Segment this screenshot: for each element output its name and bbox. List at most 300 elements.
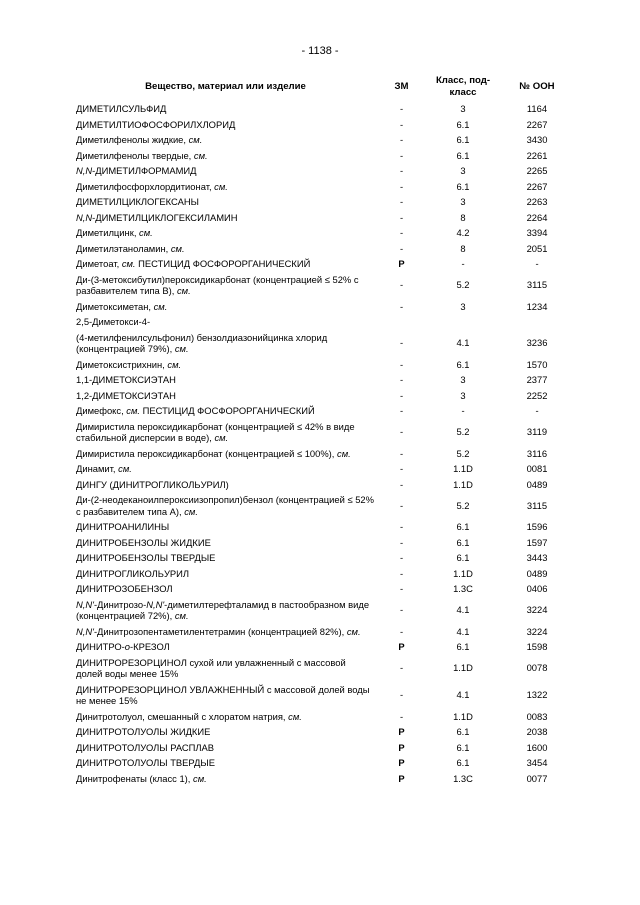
zm-cell bbox=[378, 256, 425, 272]
zm-cell bbox=[378, 771, 425, 787]
oon-cell bbox=[501, 655, 573, 682]
name-text: ДИМЕТИЛЦИКЛОГЕКСАНЫ bbox=[76, 196, 199, 207]
oon-value: 2261 bbox=[526, 149, 548, 161]
name-text: ДИНИТРОТОЛУОЛЫ РАСПЛАВ bbox=[76, 741, 215, 753]
zm-cell bbox=[378, 314, 425, 330]
oon-value: 3224 bbox=[526, 625, 548, 637]
table-row bbox=[73, 272, 573, 299]
zm-value: - bbox=[399, 405, 404, 416]
class-cell bbox=[425, 655, 501, 682]
class-cell bbox=[425, 194, 501, 210]
class-value: 5.2 bbox=[456, 426, 470, 438]
substance-name bbox=[73, 314, 378, 330]
class-cell bbox=[425, 256, 501, 272]
class-cell bbox=[425, 740, 501, 756]
header-name: Вещество, материал или изделие bbox=[145, 80, 306, 92]
class-value: 8 bbox=[460, 211, 466, 223]
zm-cell bbox=[378, 624, 425, 640]
oon-cell bbox=[501, 535, 573, 551]
zm-value: Р bbox=[398, 757, 405, 768]
table-row bbox=[73, 477, 573, 493]
substance-name bbox=[73, 624, 378, 640]
see-reference: см. bbox=[346, 625, 361, 637]
zm-value: Р bbox=[398, 258, 405, 269]
class-cell bbox=[425, 314, 501, 330]
oon-cell bbox=[501, 740, 573, 756]
class-cell bbox=[425, 357, 501, 373]
name-text: ДИНИТРОБЕНЗОЛЫ ТВЕРДЫЕ bbox=[76, 552, 216, 563]
class-value: 3 bbox=[460, 165, 466, 176]
zm-cell bbox=[378, 272, 425, 299]
substance-name bbox=[73, 179, 378, 195]
name-prefix: N,N bbox=[76, 211, 93, 223]
table-row bbox=[73, 299, 573, 315]
zm-cell bbox=[378, 597, 425, 624]
oon-cell bbox=[501, 101, 573, 117]
class-value: 3 bbox=[460, 103, 466, 114]
class-cell bbox=[425, 225, 501, 241]
class-cell bbox=[425, 535, 501, 551]
class-value: 6.1 bbox=[456, 118, 470, 130]
oon-value: 0489 bbox=[526, 478, 548, 490]
oon-cell bbox=[501, 403, 573, 419]
zm-value: - bbox=[399, 103, 404, 114]
class-cell bbox=[425, 117, 501, 133]
oon-cell bbox=[501, 272, 573, 299]
name-text: Диметилфенолы жидкие, bbox=[76, 134, 186, 145]
see-reference: см. bbox=[174, 343, 189, 354]
zm-cell bbox=[378, 372, 425, 388]
class-cell bbox=[425, 624, 501, 640]
class-cell bbox=[425, 597, 501, 624]
substance-name bbox=[73, 241, 378, 257]
class-value: 3 bbox=[460, 374, 466, 385]
substance-name bbox=[73, 403, 378, 419]
class-cell bbox=[425, 724, 501, 740]
oon-value: 2263 bbox=[526, 196, 548, 207]
substance-name bbox=[73, 519, 378, 535]
class-cell bbox=[425, 682, 501, 709]
oon-cell bbox=[501, 519, 573, 535]
name-text: ДИНИТРОРЕЗОРЦИНОЛ сухой или увлажненный с массовой долей воды менее 15% bbox=[76, 656, 346, 679]
table-row bbox=[73, 372, 573, 388]
zm-value: - bbox=[399, 227, 404, 238]
name-text: Ди-(3-метоксибутил)пероксидикарбонат (концентрацией ≤ 52% с разбавителем типа В), bbox=[76, 273, 359, 296]
substance-name bbox=[73, 581, 378, 597]
oon-value: 0081 bbox=[526, 463, 548, 474]
name-text: ДИНИТРОБЕНЗОЛЫ ЖИДКИЕ bbox=[76, 536, 211, 548]
class-value: 6.1 bbox=[456, 552, 470, 563]
zm-cell bbox=[378, 709, 425, 725]
oon-cell bbox=[501, 581, 573, 597]
substance-name bbox=[73, 771, 378, 787]
table-row bbox=[73, 330, 573, 357]
oon-cell bbox=[501, 210, 573, 226]
substance-name bbox=[73, 535, 378, 551]
class-cell bbox=[425, 403, 501, 419]
zm-cell bbox=[378, 682, 425, 709]
substance-name bbox=[73, 357, 378, 373]
class-value: 1.1D bbox=[453, 710, 473, 722]
zm-value: - bbox=[399, 242, 404, 254]
oon-value: 1234 bbox=[526, 300, 548, 312]
zm-value: - bbox=[399, 710, 404, 722]
zm-cell bbox=[378, 419, 425, 446]
see-target: ПЕСТИЦИД ФОСФОРОРГАНИЧЕСКИЙ bbox=[138, 258, 311, 269]
zm-cell bbox=[378, 446, 425, 462]
table-row bbox=[73, 117, 573, 133]
substance-name bbox=[73, 446, 378, 462]
table-row bbox=[73, 566, 573, 582]
name-text: Динитрофенаты (класс 1), bbox=[76, 772, 191, 784]
oon-cell bbox=[501, 566, 573, 582]
class-cell bbox=[425, 272, 501, 299]
name-text: ДИНИТРОЗОБЕНЗОЛ bbox=[76, 583, 173, 594]
zm-value: - bbox=[399, 389, 404, 401]
zm-cell bbox=[378, 132, 425, 148]
header-zm: ЗМ bbox=[394, 80, 409, 92]
zm-value: - bbox=[399, 118, 404, 130]
oon-value: 3115 bbox=[526, 279, 548, 291]
zm-value: - bbox=[399, 604, 404, 616]
name-text: Диметоксиметан, bbox=[76, 300, 151, 312]
table-row bbox=[73, 492, 573, 519]
zm-cell bbox=[378, 740, 425, 756]
substance-name bbox=[73, 194, 378, 210]
name-text: -диметилтерефталамид в пастообразном виде (концентрацией 72%), bbox=[76, 598, 370, 621]
substance-name bbox=[73, 755, 378, 771]
zm-cell bbox=[378, 210, 425, 226]
zm-value: - bbox=[399, 279, 404, 291]
class-cell bbox=[425, 492, 501, 519]
oon-cell bbox=[501, 314, 573, 330]
table-row bbox=[73, 682, 573, 709]
zm-cell bbox=[378, 241, 425, 257]
class-cell bbox=[425, 132, 501, 148]
zm-value: Р bbox=[398, 726, 405, 737]
table-row bbox=[73, 194, 573, 210]
oon-cell bbox=[501, 461, 573, 477]
class-value: 6.1 bbox=[456, 536, 470, 548]
oon-cell bbox=[501, 225, 573, 241]
table-row bbox=[73, 210, 573, 226]
see-target: ПЕСТИЦИД ФОСФОРОРГАНИЧЕСКИЙ bbox=[142, 405, 315, 416]
see-reference: см. bbox=[214, 180, 228, 192]
name-text: -ДИМЕТИЛЦИКЛОГЕКСИЛАМИН bbox=[92, 211, 238, 223]
oon-cell bbox=[501, 709, 573, 725]
zm-cell bbox=[378, 492, 425, 519]
class-cell bbox=[425, 330, 501, 357]
zm-value: - bbox=[399, 521, 404, 532]
substance-name bbox=[73, 299, 378, 315]
table-row bbox=[73, 771, 573, 787]
table-row bbox=[73, 597, 573, 624]
table-row bbox=[73, 403, 573, 419]
name-text: Диметилфосфорхлордитионат, bbox=[76, 180, 212, 192]
table-row bbox=[73, 357, 573, 373]
see-reference: см. bbox=[193, 772, 207, 784]
table-row bbox=[73, 535, 573, 551]
class-value: 4.1 bbox=[456, 625, 470, 637]
oon-cell bbox=[501, 148, 573, 164]
substance-table bbox=[73, 73, 573, 786]
oon-cell bbox=[501, 597, 573, 624]
name-prefix: N,N bbox=[76, 165, 93, 176]
zm-cell bbox=[378, 655, 425, 682]
zm-cell bbox=[378, 519, 425, 535]
table-row bbox=[73, 740, 573, 756]
table-row bbox=[73, 461, 573, 477]
zm-value: - bbox=[399, 134, 404, 145]
table-row bbox=[73, 639, 573, 655]
class-value: 1.1D bbox=[453, 478, 473, 490]
table-row bbox=[73, 709, 573, 725]
zm-value: Р bbox=[398, 772, 405, 784]
name-italic: о bbox=[124, 641, 131, 652]
substance-name bbox=[73, 550, 378, 566]
zm-cell bbox=[378, 566, 425, 582]
class-cell bbox=[425, 101, 501, 117]
see-reference: см. bbox=[118, 463, 132, 474]
zm-cell bbox=[378, 724, 425, 740]
zm-cell bbox=[378, 755, 425, 771]
zm-value: - bbox=[399, 499, 404, 511]
oon-value: 1598 bbox=[526, 641, 548, 652]
substance-name bbox=[73, 655, 378, 682]
see-reference: см. bbox=[176, 285, 191, 296]
name-text: -Динитрозо- bbox=[93, 598, 147, 610]
page-number: - 1138 - bbox=[301, 45, 339, 57]
name-text: ДИНИТРО- bbox=[76, 641, 125, 652]
zm-cell bbox=[378, 388, 425, 404]
name-text: ДИНИТРОАНИЛИНЫ bbox=[76, 521, 170, 532]
see-reference: см. bbox=[188, 134, 203, 145]
zm-value: - bbox=[399, 374, 404, 385]
table-row bbox=[73, 241, 573, 257]
name-prefix: N,N' bbox=[76, 625, 94, 637]
oon-cell bbox=[501, 330, 573, 357]
zm-cell bbox=[378, 477, 425, 493]
class-cell bbox=[425, 179, 501, 195]
oon-cell bbox=[501, 550, 573, 566]
class-value: 5.2 bbox=[456, 279, 470, 291]
oon-value: 3236 bbox=[526, 337, 548, 349]
name-text: Диметилэтаноламин, bbox=[76, 242, 169, 254]
name-prefix: N,N' bbox=[146, 598, 165, 610]
zm-value: Р bbox=[398, 741, 405, 753]
class-value: 3 bbox=[460, 196, 466, 207]
oon-value: 2264 bbox=[526, 211, 548, 223]
zm-value: - bbox=[399, 536, 404, 548]
class-value: 3 bbox=[460, 389, 466, 401]
oon-value: 1597 bbox=[526, 536, 548, 548]
class-value: 1.1D bbox=[453, 662, 473, 674]
table-row bbox=[73, 256, 573, 272]
class-cell bbox=[425, 446, 501, 462]
class-cell bbox=[425, 241, 501, 257]
class-value: 6.1 bbox=[456, 641, 470, 652]
zm-value: - bbox=[399, 478, 404, 490]
zm-cell bbox=[378, 117, 425, 133]
class-cell bbox=[425, 210, 501, 226]
oon-value: 2038 bbox=[526, 726, 548, 737]
zm-value: - bbox=[399, 165, 404, 176]
class-value: 6.1 bbox=[456, 757, 470, 768]
zm-cell bbox=[378, 403, 425, 419]
substance-name bbox=[73, 210, 378, 226]
zm-value: - bbox=[399, 552, 404, 563]
substance-name bbox=[73, 724, 378, 740]
see-reference: см. bbox=[121, 258, 136, 269]
oon-value: 2252 bbox=[526, 389, 548, 401]
class-cell bbox=[425, 299, 501, 315]
substance-name bbox=[73, 163, 378, 179]
substance-name bbox=[73, 597, 378, 624]
substance-name bbox=[73, 461, 378, 477]
zm-value: - bbox=[399, 337, 404, 349]
oon-value: 0406 bbox=[526, 583, 548, 594]
class-value: 8 bbox=[460, 242, 466, 254]
oon-value: 3394 bbox=[526, 227, 548, 238]
class-value: 6.1 bbox=[456, 180, 470, 192]
class-cell bbox=[425, 639, 501, 655]
zm-cell bbox=[378, 639, 425, 655]
name-text: 1,1-ДИМЕТОКСИЭТАН bbox=[76, 374, 176, 385]
name-text: (4-метилфенилсульфонил) бензолдиазонийцинка хлорид (концентрацией 79%), bbox=[76, 331, 328, 354]
see-reference: см. bbox=[337, 447, 351, 459]
class-cell bbox=[425, 709, 501, 725]
oon-value: 3224 bbox=[526, 604, 548, 616]
substance-name bbox=[73, 372, 378, 388]
oon-cell bbox=[501, 771, 573, 787]
class-value: 1.1D bbox=[453, 463, 473, 474]
substance-name bbox=[73, 492, 378, 519]
table-row bbox=[73, 519, 573, 535]
zm-value: - bbox=[399, 463, 404, 474]
substance-name bbox=[73, 225, 378, 241]
oon-value: 2267 bbox=[526, 180, 548, 192]
oon-value: 3454 bbox=[526, 757, 548, 768]
class-value: 4.1 bbox=[456, 604, 470, 616]
oon-value: 1570 bbox=[526, 358, 548, 370]
name-text: Диметилцинк, bbox=[76, 227, 137, 238]
oon-value: 0489 bbox=[526, 567, 548, 579]
class-cell bbox=[425, 372, 501, 388]
see-reference: см. bbox=[214, 432, 229, 443]
oon-cell bbox=[501, 419, 573, 446]
name-text: Диметоксистрихнин, bbox=[76, 358, 165, 370]
name-text: 2,5-Диметокси-4- bbox=[76, 316, 151, 327]
oon-value: 3115 bbox=[526, 499, 548, 511]
class-cell bbox=[425, 771, 501, 787]
see-reference: см. bbox=[193, 149, 208, 161]
see-reference: см. bbox=[167, 358, 182, 370]
class-value: 6.1 bbox=[456, 134, 470, 145]
oon-value: 0083 bbox=[526, 710, 548, 722]
zm-cell bbox=[378, 225, 425, 241]
class-cell bbox=[425, 550, 501, 566]
table-row bbox=[73, 101, 573, 117]
class-value: 1.3C bbox=[453, 772, 473, 784]
oon-cell bbox=[501, 132, 573, 148]
zm-cell bbox=[378, 357, 425, 373]
class-cell bbox=[425, 148, 501, 164]
oon-cell bbox=[501, 241, 573, 257]
oon-cell bbox=[501, 256, 573, 272]
name-text: Диметилфенолы твердые, bbox=[76, 149, 192, 161]
zm-value: - bbox=[399, 300, 404, 312]
class-value: 4.1 bbox=[456, 689, 470, 701]
header-class-line2: класс bbox=[449, 86, 477, 98]
substance-name bbox=[73, 132, 378, 148]
class-value: 6.1 bbox=[456, 726, 470, 737]
oon-cell bbox=[501, 755, 573, 771]
class-value: 6.1 bbox=[456, 521, 470, 532]
zm-value: - bbox=[399, 567, 404, 579]
zm-cell bbox=[378, 550, 425, 566]
name-prefix: N,N' bbox=[76, 598, 94, 610]
table-row bbox=[73, 148, 573, 164]
class-value: 3 bbox=[460, 300, 466, 312]
substance-name bbox=[73, 419, 378, 446]
substance-name bbox=[73, 256, 378, 272]
see-reference: см. bbox=[174, 610, 189, 621]
table-row bbox=[73, 581, 573, 597]
substance-name bbox=[73, 117, 378, 133]
substance-name bbox=[73, 272, 378, 299]
name-text: Динамит, bbox=[76, 463, 116, 474]
table-row bbox=[73, 655, 573, 682]
oon-value: 1596 bbox=[526, 521, 548, 532]
name-text: Димиристила пероксидикарбонат (концентрацией ≤ 100%), bbox=[76, 447, 335, 459]
zm-value: - bbox=[399, 625, 404, 637]
oon-cell bbox=[501, 724, 573, 740]
table-header-row bbox=[73, 73, 573, 101]
oon-value: 3119 bbox=[526, 426, 548, 438]
zm-value: Р bbox=[398, 641, 405, 652]
table-row bbox=[73, 132, 573, 148]
oon-value: - bbox=[535, 258, 539, 269]
zm-cell bbox=[378, 163, 425, 179]
header-class-line1: Класс, под- bbox=[435, 75, 491, 86]
table-body bbox=[73, 101, 573, 786]
class-value: 6.1 bbox=[456, 358, 470, 370]
oon-cell bbox=[501, 477, 573, 493]
oon-value: 1600 bbox=[526, 741, 548, 753]
table-row bbox=[73, 419, 573, 446]
table-row bbox=[73, 624, 573, 640]
oon-value: 3443 bbox=[526, 552, 548, 563]
substance-name bbox=[73, 740, 378, 756]
zm-value: - bbox=[399, 196, 404, 207]
class-cell bbox=[425, 566, 501, 582]
zm-value: - bbox=[399, 180, 404, 192]
class-cell bbox=[425, 581, 501, 597]
class-value: 6.1 bbox=[456, 741, 470, 753]
class-value: - bbox=[461, 405, 465, 416]
oon-cell bbox=[501, 179, 573, 195]
see-reference: см. bbox=[153, 300, 168, 312]
zm-value: - bbox=[399, 689, 404, 701]
see-reference: см. bbox=[139, 227, 153, 238]
class-value: 5.2 bbox=[456, 499, 470, 511]
substance-name bbox=[73, 101, 378, 117]
zm-value: - bbox=[399, 426, 404, 438]
name-text: Диметоат, bbox=[76, 258, 120, 269]
oon-cell bbox=[501, 194, 573, 210]
class-cell bbox=[425, 755, 501, 771]
oon-value: 2267 bbox=[526, 118, 548, 130]
